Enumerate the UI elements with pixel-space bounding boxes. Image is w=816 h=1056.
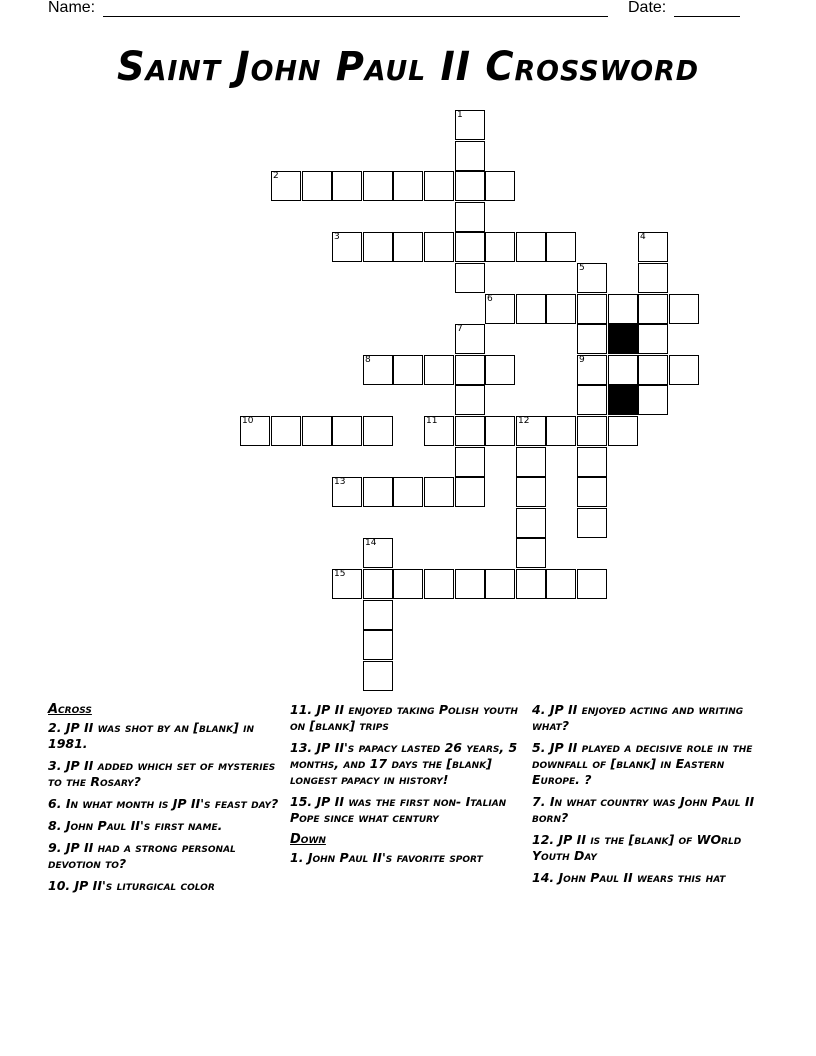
clue-across-11: 11. JP II enjoyed taking Polish youth on [blank] trips bbox=[290, 702, 518, 733]
grid-cell[interactable] bbox=[424, 477, 454, 507]
grid-cell[interactable] bbox=[516, 416, 546, 446]
grid-cell[interactable] bbox=[332, 416, 362, 446]
cell-number: 5 bbox=[579, 263, 585, 273]
clue-across-6: 6. In what month is JP II's feast day? bbox=[48, 796, 279, 811]
clue-across-8: 8. John Paul II's first name. bbox=[48, 818, 223, 833]
cell-number: 6 bbox=[487, 294, 493, 304]
grid-cell[interactable] bbox=[485, 416, 515, 446]
grid-cell[interactable] bbox=[455, 477, 485, 507]
grid-cell[interactable] bbox=[485, 355, 515, 385]
grid-cell[interactable] bbox=[669, 294, 699, 324]
cell-number: 4 bbox=[640, 232, 646, 242]
grid-cell[interactable] bbox=[302, 171, 332, 201]
clue-across-10: 10. JP II's liturgical color bbox=[48, 878, 215, 893]
grid-cell[interactable] bbox=[302, 416, 332, 446]
clue-across-2: 2. JP II was shot by an [blank] in 1981. bbox=[48, 720, 255, 751]
clue-across-15: 15. JP II was the first non- Italian Pope since what century bbox=[290, 794, 507, 825]
grid-cell[interactable] bbox=[332, 569, 362, 599]
grid-cell[interactable] bbox=[455, 232, 485, 262]
clue-down-5: 5. JP II played a decisive role in the downfall of [blank] in Eastern Europe. ? bbox=[532, 740, 753, 787]
grid-cell[interactable] bbox=[638, 263, 668, 293]
grid-cell[interactable] bbox=[393, 171, 423, 201]
grid-cell[interactable] bbox=[455, 569, 485, 599]
grid-cell[interactable] bbox=[577, 324, 607, 354]
cell-number: 13 bbox=[334, 477, 346, 487]
clue-across-13: 13. JP II's papacy lasted 26 years, 5 months, and 17 days the [blank] longest papacy in history! bbox=[290, 740, 518, 787]
grid-cell[interactable] bbox=[363, 171, 393, 201]
grid-cell[interactable] bbox=[363, 569, 393, 599]
grid-cell[interactable] bbox=[485, 569, 515, 599]
grid-cell[interactable] bbox=[424, 232, 454, 262]
grid-cell[interactable] bbox=[577, 477, 607, 507]
grid-cell[interactable] bbox=[363, 232, 393, 262]
black-cell bbox=[608, 324, 638, 354]
grid-cell[interactable] bbox=[546, 294, 576, 324]
grid-cell[interactable] bbox=[516, 569, 546, 599]
grid-cell[interactable] bbox=[516, 508, 546, 538]
grid-cell[interactable] bbox=[424, 355, 454, 385]
grid-cell[interactable] bbox=[577, 416, 607, 446]
grid-cell[interactable] bbox=[608, 355, 638, 385]
grid-cell[interactable] bbox=[271, 416, 301, 446]
grid-cell[interactable] bbox=[363, 477, 393, 507]
cell-number: 8 bbox=[365, 355, 371, 365]
grid-cell[interactable] bbox=[332, 171, 362, 201]
down-heading: Down bbox=[290, 832, 326, 847]
clues-column-2 bbox=[290, 702, 522, 872]
grid-cell[interactable] bbox=[516, 538, 546, 568]
clue-down-4: 4. JP II enjoyed acting and writing what? bbox=[532, 702, 744, 733]
grid-cell[interactable] bbox=[455, 447, 485, 477]
grid-cell[interactable] bbox=[516, 477, 546, 507]
grid-cell[interactable] bbox=[271, 171, 301, 201]
clues-column-3 bbox=[532, 702, 772, 892]
grid-cell[interactable] bbox=[363, 538, 393, 568]
black-cell bbox=[608, 385, 638, 415]
cell-number: 15 bbox=[334, 569, 346, 579]
cell-number: 9 bbox=[579, 355, 585, 365]
grid-cell[interactable] bbox=[638, 355, 668, 385]
grid-cell[interactable] bbox=[638, 385, 668, 415]
puzzle-title: Saint John Paul II Crossword bbox=[116, 44, 700, 90]
grid-cell[interactable] bbox=[546, 569, 576, 599]
cell-number: 2 bbox=[273, 171, 279, 181]
grid-cell[interactable] bbox=[332, 232, 362, 262]
grid-cell[interactable] bbox=[638, 232, 668, 262]
clue-across-9: 9. JP II had a strong personal devotion to? bbox=[48, 840, 236, 871]
clue-down-12: 12. JP II is the [blank] of WOrld Youth Day bbox=[532, 832, 742, 863]
grid-cell[interactable] bbox=[577, 263, 607, 293]
grid-cell[interactable] bbox=[638, 324, 668, 354]
grid-cell[interactable] bbox=[393, 232, 423, 262]
grid-cell[interactable] bbox=[577, 385, 607, 415]
grid-cell[interactable] bbox=[240, 416, 270, 446]
grid-cell[interactable] bbox=[485, 232, 515, 262]
date-label: Date: bbox=[628, 0, 667, 16]
cell-number: 3 bbox=[334, 232, 340, 242]
grid-cell[interactable] bbox=[424, 569, 454, 599]
grid-cell[interactable] bbox=[577, 355, 607, 385]
grid-cell[interactable] bbox=[455, 202, 485, 232]
grid-cell[interactable] bbox=[393, 477, 423, 507]
grid-cell[interactable] bbox=[332, 477, 362, 507]
grid-cell[interactable] bbox=[669, 355, 699, 385]
grid-cell[interactable] bbox=[424, 416, 454, 446]
grid-cell[interactable] bbox=[455, 171, 485, 201]
grid-cell[interactable] bbox=[455, 324, 485, 354]
grid-cell[interactable] bbox=[363, 600, 393, 630]
grid-cell[interactable] bbox=[393, 355, 423, 385]
grid-cell[interactable] bbox=[546, 416, 576, 446]
grid-cell[interactable] bbox=[638, 294, 668, 324]
grid-cell[interactable] bbox=[455, 110, 485, 140]
grid-cell[interactable] bbox=[485, 294, 515, 324]
cell-number: 7 bbox=[457, 324, 463, 334]
grid-cell[interactable] bbox=[608, 416, 638, 446]
clue-down-14: 14. John Paul II wears this hat bbox=[532, 870, 726, 885]
grid-cell[interactable] bbox=[577, 447, 607, 477]
grid-cell[interactable] bbox=[455, 263, 485, 293]
grid-cell[interactable] bbox=[577, 569, 607, 599]
clue-across-3: 3. JP II added which set of mysteries to the Rosary? bbox=[48, 758, 276, 789]
grid-cell[interactable] bbox=[516, 232, 546, 262]
cell-number: 1 bbox=[457, 110, 463, 120]
grid-cell[interactable] bbox=[455, 385, 485, 415]
grid-cell[interactable] bbox=[424, 171, 454, 201]
across-heading: Across bbox=[48, 702, 92, 717]
grid-cell[interactable] bbox=[577, 508, 607, 538]
grid-cell[interactable] bbox=[363, 355, 393, 385]
grid-cell[interactable] bbox=[363, 416, 393, 446]
cell-number: 12 bbox=[518, 416, 530, 426]
grid-cell[interactable] bbox=[363, 630, 393, 660]
cell-number: 11 bbox=[426, 416, 438, 426]
grid-cell[interactable] bbox=[455, 416, 485, 446]
grid-cell[interactable] bbox=[485, 171, 515, 201]
name-label: Name: bbox=[48, 0, 96, 16]
grid-cell[interactable] bbox=[577, 294, 607, 324]
grid-cell[interactable] bbox=[363, 661, 393, 691]
grid-cell[interactable] bbox=[455, 141, 485, 171]
clue-down-1: 1. John Paul II's favorite sport bbox=[290, 850, 483, 865]
grid-cell[interactable] bbox=[455, 355, 485, 385]
clue-down-7: 7. In what country was John Paul II born? bbox=[532, 794, 755, 825]
grid-cell[interactable] bbox=[516, 294, 546, 324]
grid-cell[interactable] bbox=[393, 569, 423, 599]
grid-cell[interactable] bbox=[546, 232, 576, 262]
cell-number: 14 bbox=[365, 538, 377, 548]
cell-number: 10 bbox=[242, 416, 254, 426]
grid-cell[interactable] bbox=[608, 294, 638, 324]
grid-cell[interactable] bbox=[516, 447, 546, 477]
clues-column-1 bbox=[48, 702, 280, 900]
